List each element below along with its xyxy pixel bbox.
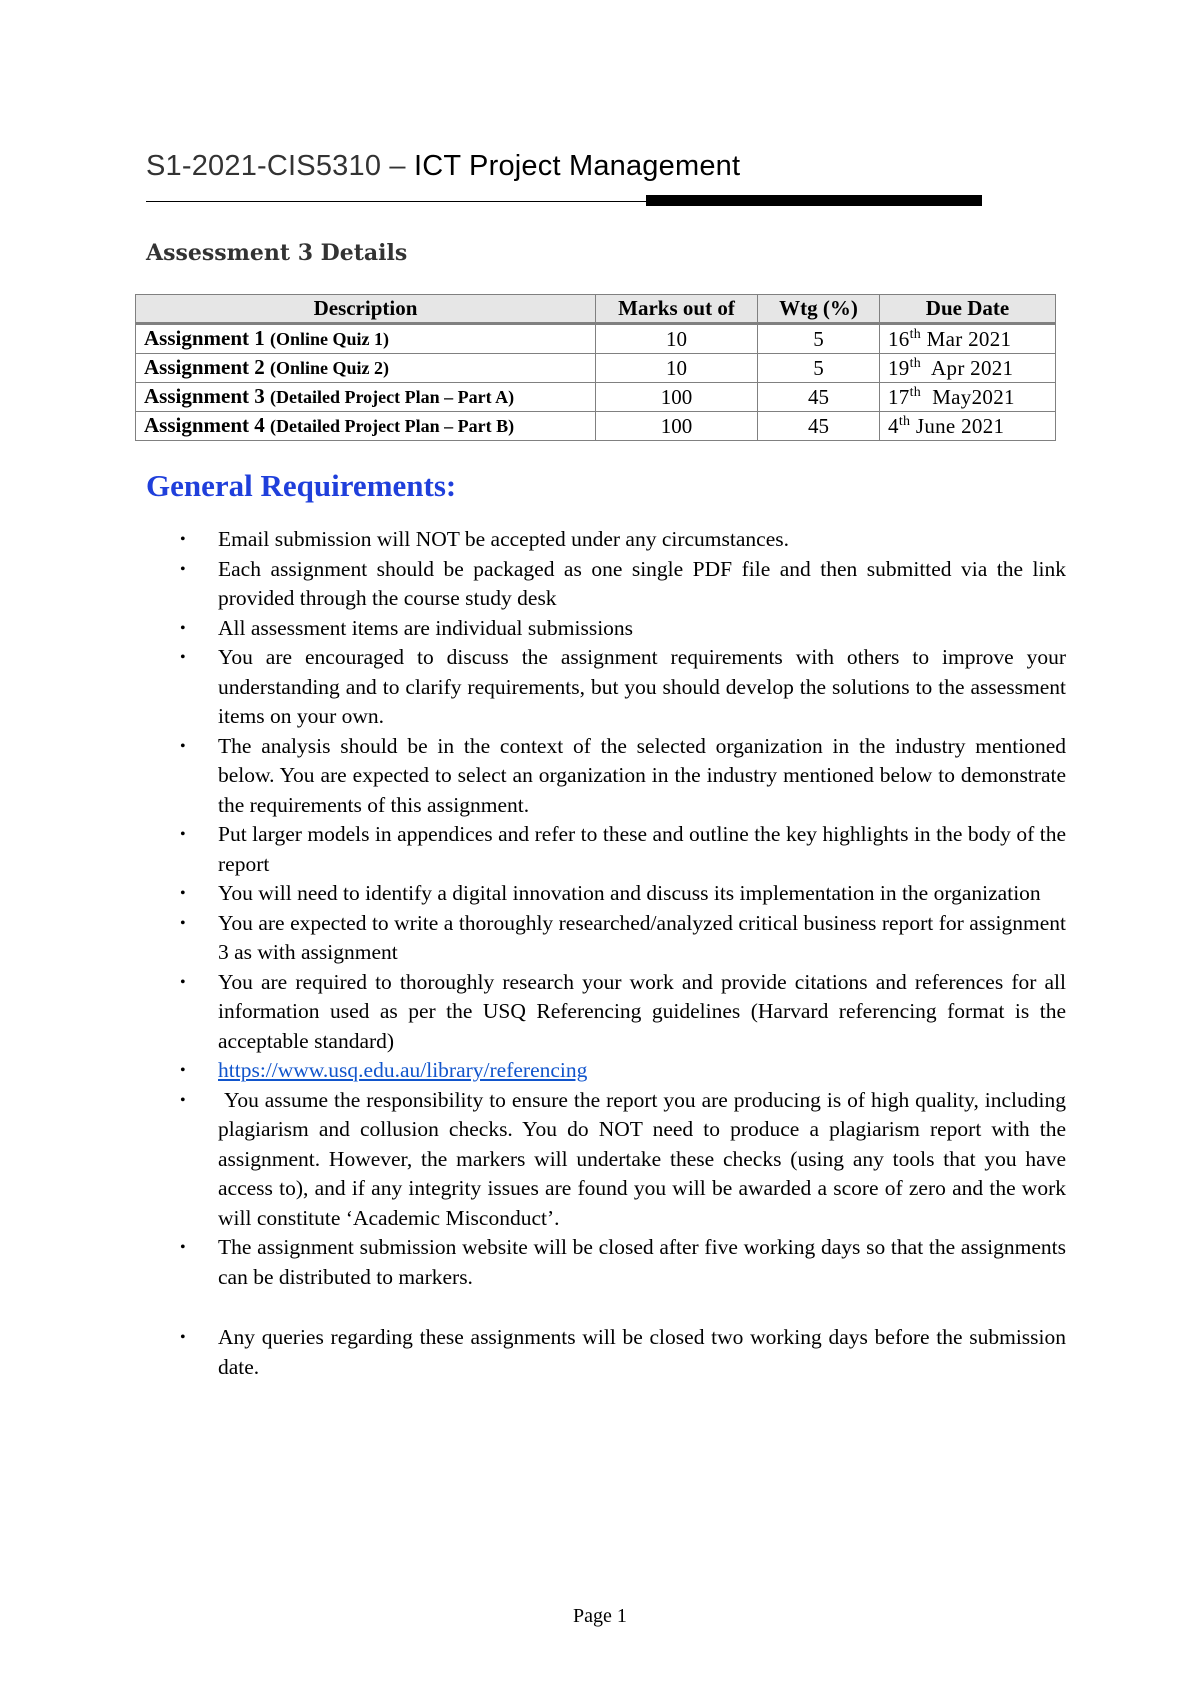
list-item [146,1323,1066,1382]
assignment-detail: (Online Quiz 1) [270,329,390,349]
description-cell [136,324,596,354]
list-item [146,1086,1072,1234]
requirement-text: Each assignment should be packaged as one single PDF file and then submitted via the link provided through the course study desk [218,556,1066,610]
table-row [136,412,1056,441]
assignment-name: Assignment 1 [144,326,265,350]
list-item [146,1233,1066,1292]
list-item [146,879,1066,909]
due-day: 4 [888,413,899,438]
marks-cell: 100 [596,383,758,412]
assessment-table [135,294,1056,441]
course-name: ICT Project Management [414,150,741,182]
requirement-text: Any queries regarding these assignments will be closed two working days before the submission date. [218,1325,1066,1379]
column-header: Description [136,295,596,324]
due-date-cell [880,383,1056,412]
due-day-suffix: th [909,384,922,400]
due-month-year: May2021 [921,384,1015,409]
bullet: • [180,531,186,548]
assignment-detail: (Online Quiz 2) [270,358,390,378]
description-cell [136,354,596,383]
description-cell [136,383,596,412]
header-rule-thin [146,201,646,202]
requirement-text: The analysis should be in the context of the selected organization in the industry mentioned below. You are expected to select an organization in the industry mentioned below to demonstrate the requirements of this assignment. [218,733,1066,817]
due-date-cell [880,354,1056,383]
assignment-name: Assignment 2 [144,355,265,379]
table-row [136,324,1056,354]
requirement-text: You will need to identify a digital innovation and discuss its implementation in the organization [218,881,1041,905]
due-day: 17 [888,384,910,409]
due-day: 19 [888,355,910,380]
bullet: • [180,1062,186,1079]
requirement-text: You assume the responsibility to ensure the report you are producing is of high quality, including plagiarism and collusion checks. You do NOT need to produce a plagiarism report with the assignment. However, the markers will undertake these checks (using any tools that you have access to), and if any integrity issues are found you will be awarded a score of zero and the work will constitute ‘Academic Misconduct’. [218,1087,1072,1230]
requirement-text: All assessment items are individual submissions [218,615,634,640]
list-item [146,614,1066,644]
assignment-detail: (Detailed Project Plan – Part B) [270,416,515,436]
table-header-row [136,295,1056,324]
requirements-list [146,525,1072,1382]
bullet: • [180,973,186,991]
weight-cell: 5 [758,324,880,354]
requirement-text: Put larger models in appendices and refer to these and outline the key highlights in the body of the report [218,822,1066,876]
bullet: • [180,826,186,843]
due-day-suffix: th [909,326,922,342]
bullet: • [180,560,186,578]
due-date-cell [880,324,1056,354]
requirement-text: You are expected to write a thoroughly researched/analyzed critical business report for assignment 3 as with assignment [218,910,1066,964]
marks-cell: 100 [596,412,758,441]
assignment-detail: (Detailed Project Plan – Part A) [270,387,515,407]
table-row [136,354,1056,383]
requirement-text: You are encouraged to discuss the assignment requirements with others to improve your understanding and to clarify requirements, but you should develop the solutions to the assessment items on your own. [218,645,1066,728]
page-number: Page 1 [573,1605,627,1627]
bullet: • [180,1091,186,1109]
list-item [146,1056,1066,1086]
bullet: • [180,619,186,637]
weight-cell: 5 [758,354,880,383]
column-header: Wtg (%) [758,295,880,324]
weight-cell: 45 [758,412,880,441]
due-month-year: Mar 2021 [921,326,1012,351]
bullet: • [180,914,186,932]
column-header: Due Date [880,295,1056,324]
requirement-text: The assignment submission website will be closed after five working days so that the assignments can be distributed to markers. [218,1235,1066,1289]
list-item [146,732,1066,821]
assignment-name: Assignment 4 [144,413,265,437]
list-item [146,909,1066,968]
marks-cell: 10 [596,354,758,383]
general-requirements-heading: General Requirements: [146,468,457,503]
list-item [146,555,1066,614]
marks-cell: 10 [596,324,758,354]
requirement-text: You are required to thoroughly research your work and provide citations and references for all information used as per the USQ Referencing guidelines (Harvard referencing format is the acceptable standard) [218,969,1066,1053]
table-row [136,383,1056,412]
column-header: Marks out of [596,295,758,324]
due-month-year: June 2021 [910,413,1005,438]
page-title [146,150,740,183]
bullet: • [180,649,186,666]
due-day-suffix: th [909,355,922,371]
due-day-suffix: th [898,413,911,429]
list-item [146,525,1066,555]
bullet: • [180,885,186,902]
referencing-link[interactable]: https://www.usq.edu.au/library/referencing [218,1058,588,1082]
requirement-text: Email submission will NOT be accepted under any circumstances. [218,527,789,551]
course-code: S1-2021-CIS5310 – [146,150,414,182]
assignment-name: Assignment 3 [144,384,265,408]
header-rule-thick [646,195,982,206]
list-item [146,968,1066,1057]
bullet: • [180,1329,186,1346]
due-date-cell [880,412,1056,441]
due-month-year: Apr 2021 [921,355,1014,380]
bullet: • [180,737,186,755]
due-day: 16 [888,326,910,351]
section-title: Assessment 3 Details [146,240,408,266]
list-item [146,643,1066,732]
bullet: • [180,1239,186,1256]
list-item [146,820,1066,879]
weight-cell: 45 [758,383,880,412]
description-cell [136,412,596,441]
